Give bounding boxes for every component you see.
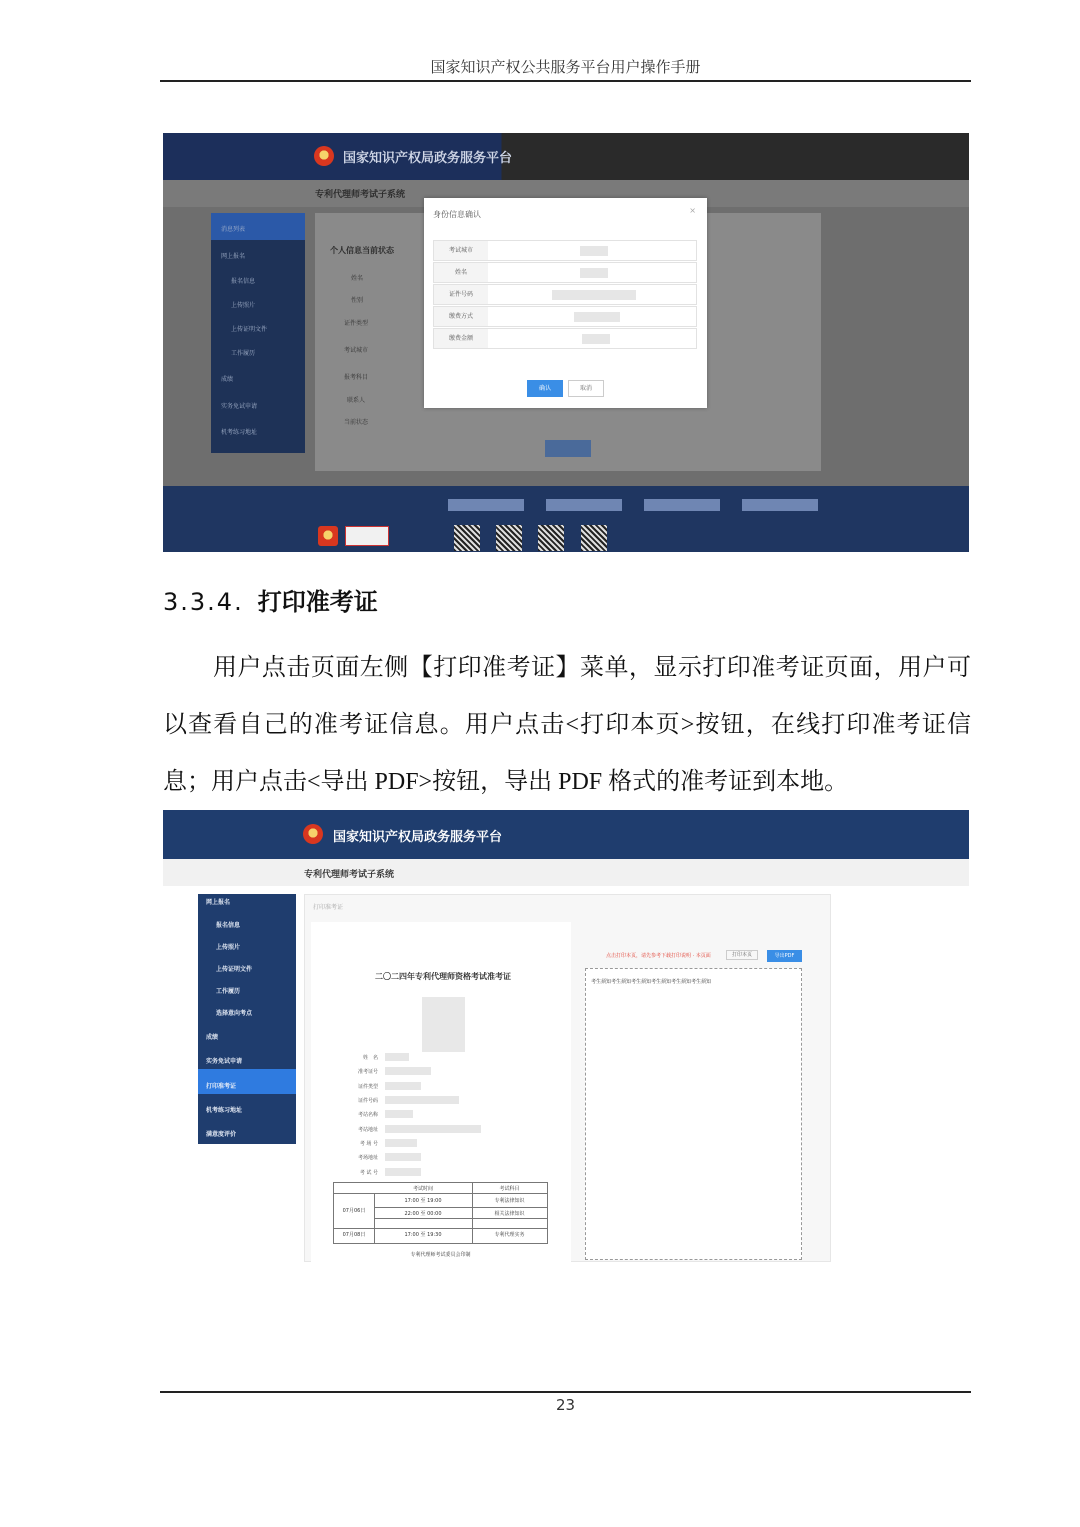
- ticket-field-value: [385, 1053, 409, 1061]
- ticket-field-label: 考 场 号: [359, 1141, 378, 1147]
- ticket-field-label: 姓 名: [362, 1055, 378, 1061]
- nav-item-exemption[interactable]: 实务免试申请: [221, 403, 258, 410]
- platform-brand: 国家知识产权局政务服务平台: [343, 151, 513, 166]
- confirm-button[interactable]: 确认: [527, 380, 563, 397]
- section-number: 3.3.4.: [163, 588, 244, 616]
- table-cell-time: 17:00 至 19:00: [404, 1198, 442, 1204]
- ticket-field-label: 准考证号: [357, 1069, 378, 1075]
- table-cell-date: 07月06日: [342, 1208, 366, 1214]
- close-icon[interactable]: ×: [689, 206, 696, 215]
- table-cell-time: 22:00 至 00:00: [404, 1211, 442, 1217]
- table-line: [334, 1193, 547, 1194]
- header-rule: [160, 80, 971, 82]
- section-title: 打印准考证: [257, 588, 378, 616]
- modal-row-label: 考试城市: [434, 241, 488, 260]
- qr-code-icon: [496, 525, 522, 551]
- modal-row-value: [582, 334, 610, 344]
- ticket-field-value: [385, 1067, 431, 1075]
- table-line: [334, 1228, 547, 1229]
- ticket-footer: 专利代理师考试委员会印制: [410, 1252, 471, 1258]
- form-label: 当前状态: [344, 419, 369, 426]
- export-pdf-button[interactable]: 导出PDF: [767, 950, 802, 962]
- modal-row-label: 缴费金额: [434, 329, 488, 348]
- footer-link[interactable]: [742, 499, 818, 511]
- nav-item-practice[interactable]: 机考练习地址: [206, 1107, 243, 1114]
- nav-item-photo[interactable]: 上传照片: [216, 944, 241, 951]
- nav-item-reg-info[interactable]: 报名信息: [231, 278, 256, 285]
- platform-brand: 国家知识产权局政务服务平台: [333, 830, 503, 845]
- section-body: 用户点击页面左侧【打印准考证】菜单，显示打印准考证页面，用户可以查看自己的准考证信息。用户点击<打印本页>按钮，在线打印准考证信息；用户点击<导出 PDF>按钮，导出 PDF 格式的准考证到本地。: [163, 655, 971, 795]
- screenshot-identity-confirm: [163, 133, 969, 552]
- ticket-field-value: [385, 1110, 413, 1118]
- nav-item-photo[interactable]: 上传照片: [231, 302, 256, 309]
- footer-rule: [160, 1391, 971, 1393]
- subsystem-title: 专利代理师考试子系统: [315, 190, 406, 200]
- nav-item-register[interactable]: 网上报名: [221, 253, 246, 260]
- nav-item-scores[interactable]: 成绩: [206, 1034, 219, 1041]
- nav-item-certificates[interactable]: 上传证明文件: [216, 966, 253, 973]
- modal-row: [433, 306, 697, 327]
- table-header: 考试时间: [412, 1186, 433, 1192]
- form-label: 姓名: [351, 275, 364, 282]
- national-emblem-icon: [314, 146, 334, 166]
- footer-link[interactable]: [644, 499, 720, 511]
- modal-row: [433, 262, 697, 283]
- candidate-photo: [422, 997, 465, 1052]
- print-page-button[interactable]: 打印本页: [726, 950, 758, 960]
- nav-item-exam-site[interactable]: 选择意向考点: [216, 1010, 253, 1017]
- modal-row: [433, 240, 697, 261]
- table-cell-date: 07月08日: [342, 1232, 366, 1238]
- top-bar: [163, 810, 969, 859]
- table-line: [374, 1207, 547, 1208]
- ticket-field-value: [385, 1096, 459, 1104]
- nav-item-satisfaction[interactable]: 满意度评价: [206, 1131, 237, 1138]
- table-cell-subject: 专利代理实务: [494, 1232, 525, 1238]
- footer-link[interactable]: [546, 499, 622, 511]
- qr-code-icon: [454, 525, 480, 551]
- nav-item-work-history[interactable]: 工作履历: [216, 988, 241, 995]
- ticket-field-label: 考场地址: [357, 1155, 378, 1161]
- modal-row-value: [552, 290, 636, 300]
- form-label: 报考科目: [344, 374, 369, 381]
- side-nav: [211, 213, 305, 453]
- print-hint: 点击打印本页，请先参考下载打印说明 · 本页面: [606, 953, 711, 959]
- nav-item-print-ticket[interactable]: 打印准考证: [206, 1083, 237, 1090]
- top-bar: [163, 133, 969, 180]
- modal-row-value: [580, 268, 608, 278]
- modal-row: [433, 284, 697, 305]
- ticket-field-value: [385, 1139, 417, 1147]
- exam-schedule-table: [333, 1182, 548, 1244]
- ticket-field-label: 考站地址: [357, 1127, 378, 1133]
- modal-row-label: 姓名: [434, 263, 488, 282]
- screenshot-admission-ticket: [163, 810, 969, 1262]
- notice-text: 考生须知考生须知考生须知考生须知考生须知考生须知: [591, 979, 712, 985]
- nav-item-work-history[interactable]: 工作履历: [231, 350, 256, 357]
- qr-code-icon: [538, 525, 564, 551]
- nav-item-register[interactable]: 网上报名: [206, 899, 231, 906]
- modal-row-label: 证件号码: [434, 285, 488, 304]
- modal-row-value: [574, 312, 620, 322]
- nav-item-messages[interactable]: 消息列表: [221, 226, 246, 233]
- qr-code-icon: [581, 525, 607, 551]
- subsystem-title: 专利代理师考试子系统: [304, 870, 395, 880]
- form-label: 性别: [351, 297, 364, 304]
- save-button[interactable]: [545, 440, 591, 457]
- national-emblem-icon: [303, 824, 323, 844]
- ticket-field-value: [385, 1153, 421, 1161]
- modal-title: 身份信息确认: [433, 210, 481, 219]
- modal-row-label: 缴费方式: [434, 307, 488, 326]
- ticket-field-label: 证件类型: [357, 1084, 378, 1090]
- panel-title: 个人信息当前状态: [330, 246, 394, 255]
- site-footer: [163, 486, 969, 552]
- running-header: 国家知识产权公共服务平台用户操作手册: [430, 58, 701, 76]
- modal-row-value: [580, 246, 608, 256]
- ticket-field-value: [385, 1168, 421, 1176]
- form-label: 考试城市: [344, 347, 369, 354]
- exam-notice-box: [585, 968, 802, 1260]
- nav-item-certificates[interactable]: 上传证明文件: [231, 326, 268, 333]
- modal-row: [433, 328, 697, 349]
- footer-badge: [345, 526, 389, 546]
- table-header: 考试科目: [499, 1186, 520, 1192]
- cancel-button[interactable]: 取消: [568, 380, 604, 397]
- nav-item-reg-info[interactable]: 报名信息: [216, 922, 241, 929]
- ticket-field-value: [385, 1082, 421, 1090]
- footer-emblem-icon: [318, 526, 338, 546]
- ticket-field-label: 考 试 号: [359, 1170, 378, 1176]
- ticket-title: 二〇二四年专利代理师资格考试准考证: [375, 972, 511, 981]
- section-heading: [163, 582, 378, 617]
- nav-item-scores[interactable]: 成绩: [221, 376, 234, 383]
- table-cell-subject: 相关法律知识: [494, 1211, 525, 1217]
- nav-item-practice[interactable]: 机考练习地址: [221, 429, 258, 436]
- page-number: 23: [555, 1396, 576, 1414]
- breadcrumb: 打印准考证: [313, 904, 344, 911]
- ticket-field-label: 证件号码: [357, 1098, 378, 1104]
- table-cell-subject: 专利法律知识: [494, 1198, 525, 1204]
- table-line: [374, 1218, 547, 1219]
- table-cell-time: 17:00 至 19:30: [404, 1232, 442, 1238]
- sub-bar: [163, 859, 969, 886]
- form-label: 证件类型: [344, 320, 369, 327]
- nav-item-exemption[interactable]: 实务免试申请: [206, 1058, 243, 1065]
- form-label: 联系人: [347, 397, 366, 404]
- ticket-field-label: 考站名称: [357, 1112, 378, 1118]
- side-nav: [198, 894, 296, 1144]
- identity-modal: [424, 198, 707, 408]
- footer-link[interactable]: [448, 499, 524, 511]
- ticket-field-value: [385, 1125, 481, 1133]
